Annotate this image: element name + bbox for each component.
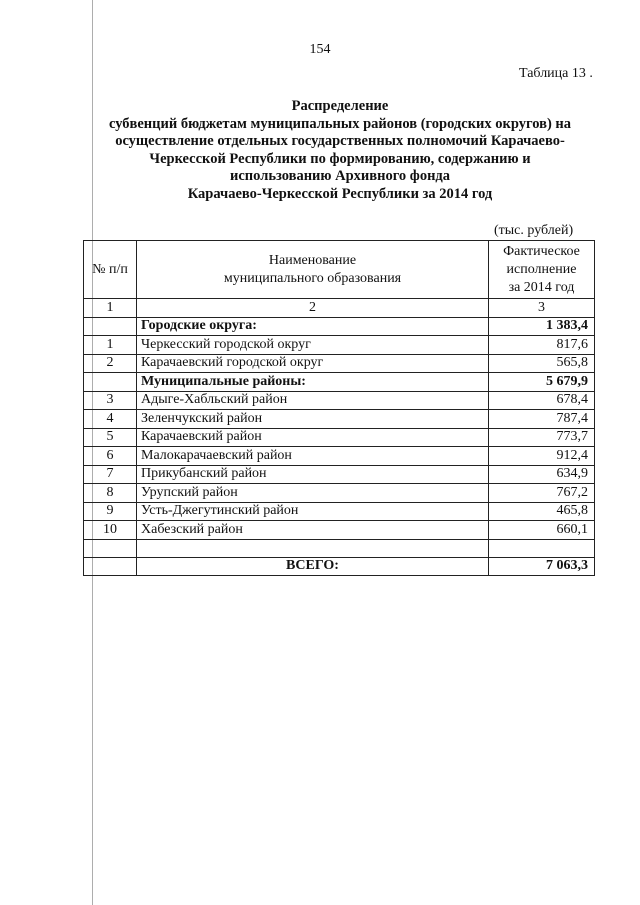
row-number: 7 (84, 465, 137, 484)
row-value: 817,6 (489, 336, 595, 355)
title-line: осуществление отдельных государственных полномочий Карачаево- (115, 133, 565, 150)
row-value: 660,1 (489, 521, 595, 540)
row-number: 2 (84, 354, 137, 373)
header-value-line1: Фактическое (503, 243, 580, 259)
row-number: 1 (84, 336, 137, 355)
header-value (489, 241, 595, 299)
row-number: 8 (84, 484, 137, 503)
empty-cell (84, 539, 137, 557)
row-number: 10 (84, 521, 137, 540)
title-line: Черкесской Республики по формированию, содержанию и (149, 150, 531, 167)
row-name: Карачаевский городской округ (137, 354, 489, 373)
title-line: Карачаево-Черкесской Республики за 2014 год (187, 185, 493, 202)
row-name: Урупский район (137, 484, 489, 503)
row-value: 773,7 (489, 428, 595, 447)
group-row (84, 317, 595, 336)
row-value: 678,4 (489, 391, 595, 410)
document-title (60, 98, 620, 204)
header-value-line2: исполнение (506, 261, 577, 277)
column-number: 2 (137, 299, 489, 318)
table-row (84, 336, 595, 355)
row-value: 634,9 (489, 465, 595, 484)
header-num: № п/п (84, 241, 137, 299)
units-label: (тыс. рублей) (494, 223, 574, 238)
table-row (84, 502, 595, 521)
empty-row (84, 539, 595, 557)
column-number: 3 (489, 299, 595, 318)
table-row (84, 465, 595, 484)
total-num-cell (84, 557, 137, 576)
total-label: ВСЕГО: (137, 557, 489, 576)
title-line: Распределение (291, 98, 389, 114)
row-name: Прикубанский район (137, 465, 489, 484)
row-name: Адыге-Хабльский район (137, 391, 489, 410)
row-value: 1 383,4 (489, 317, 595, 336)
title-line: использованию Архивного фонда (229, 168, 451, 185)
total-value: 7 063,3 (489, 557, 595, 576)
row-name: Городские округа: (137, 317, 489, 336)
row-name: Усть-Джегутинский район (137, 502, 489, 521)
row-name: Карачаевский район (137, 428, 489, 447)
row-number (84, 317, 137, 336)
row-name: Малокарачаевский район (137, 447, 489, 466)
column-number-row (84, 299, 595, 318)
table-header-row (84, 241, 595, 299)
row-number: 5 (84, 428, 137, 447)
total-row (84, 557, 595, 576)
row-number: 4 (84, 410, 137, 429)
table-row (84, 447, 595, 466)
title-line: субвенций бюджетам муниципальных районов (городских округов) на (108, 115, 572, 132)
empty-cell (137, 539, 489, 557)
group-row (84, 373, 595, 392)
row-number: 6 (84, 447, 137, 466)
empty-cell (489, 539, 595, 557)
row-value: 787,4 (489, 410, 595, 429)
header-name-line1: Наименование (268, 252, 357, 268)
table-label: Таблица 13 . (519, 66, 593, 81)
row-name: Хабезский район (137, 521, 489, 540)
row-name: Зеленчукский район (137, 410, 489, 429)
table-row (84, 354, 595, 373)
row-name: Муниципальные районы: (137, 373, 489, 392)
subvention-table (83, 240, 595, 576)
row-value: 912,4 (489, 447, 595, 466)
row-value: 565,8 (489, 354, 595, 373)
table-row (84, 521, 595, 540)
row-value: 5 679,9 (489, 373, 595, 392)
header-name (137, 241, 489, 299)
header-name-line2: муниципального образования (223, 270, 402, 286)
column-number: 1 (84, 299, 137, 318)
table-row (84, 391, 595, 410)
table-row (84, 428, 595, 447)
row-number: 3 (84, 391, 137, 410)
row-number: 9 (84, 502, 137, 521)
row-value: 465,8 (489, 502, 595, 521)
row-name: Черкесский городской округ (137, 336, 489, 355)
page-number: 154 (309, 42, 331, 57)
table-row (84, 484, 595, 503)
row-value: 767,2 (489, 484, 595, 503)
row-number (84, 373, 137, 392)
header-value-line3: за 2014 год (508, 279, 575, 295)
table-row (84, 410, 595, 429)
